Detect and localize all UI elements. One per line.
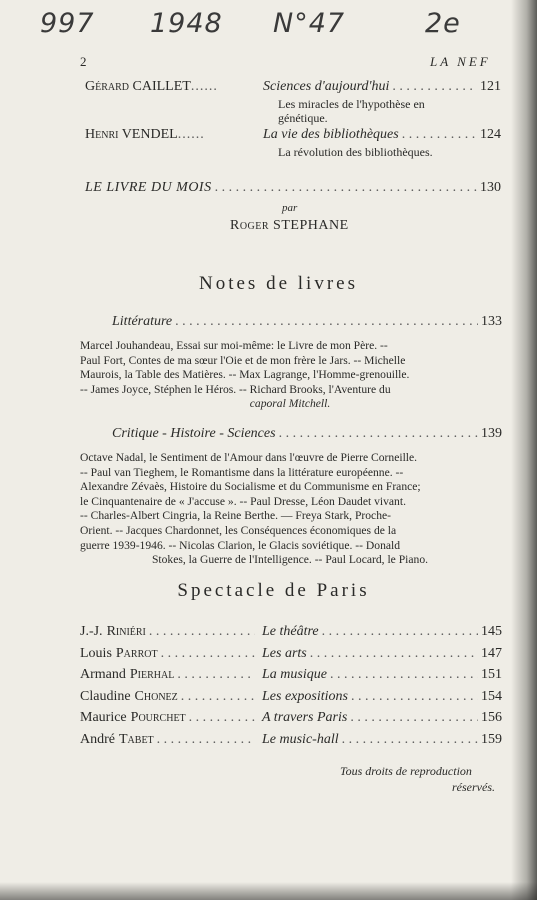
- author-name: J.-J. Riniéri . . .: [80, 624, 258, 640]
- author-name: Maurice Pourchet . . .: [80, 710, 258, 726]
- toc-entry: [80, 689, 502, 705]
- handwritten-note: 2e: [425, 8, 461, 39]
- toc-entry: [80, 667, 502, 683]
- leader-dots: [149, 624, 255, 640]
- toc-entry: [85, 79, 501, 95]
- journal-name: LA NEF: [430, 54, 491, 69]
- handwritten-note: 1948: [150, 8, 223, 39]
- entry-page: 156: [481, 710, 502, 725]
- leader-dots: [215, 180, 477, 196]
- author-name: Gérard CAILLET ......: [85, 79, 218, 94]
- leader-dots: [392, 79, 477, 95]
- page-edge-shadow: [0, 882, 537, 900]
- entry-title: La musique: [262, 667, 327, 682]
- par-label: par: [282, 202, 298, 214]
- entry-page: 145: [481, 624, 502, 639]
- book-list: Marcel Jouhandeau, Essai sur moi-même: le Livre de mon Père. -- Paul Fort, Contes de ma sœur l'Oie et de mon frère le Jars. -- Michelle Maurois, la Table des Matières. -- Max Lagrange, l'Homme-grenouille. -- James Joyce, Stéphen le Héros. -- Richard Brooks, l'Aventure du caporal Mitchell.: [80, 339, 410, 411]
- entry-title: Le music-hall: [262, 731, 339, 747]
- handwritten-note: 997: [40, 8, 95, 39]
- toc-entry: [80, 732, 502, 748]
- entry-subtitle: La révolution des bibliothèques.: [278, 145, 433, 159]
- entry-title: La vie des bibliothèques: [263, 127, 399, 142]
- entry-page: 133: [481, 314, 502, 329]
- leader-dots: [181, 689, 255, 705]
- leader-dots: [322, 624, 478, 640]
- entry-page: 159: [481, 731, 502, 747]
- entry-subtitle: Les miracles de l'hypothèse en génétique.: [278, 97, 425, 125]
- author-name: Louis Parrot . . .: [80, 646, 258, 662]
- entry-page: 147: [481, 645, 502, 661]
- entry-page: 124: [480, 127, 501, 142]
- leader-dots: [310, 646, 478, 662]
- entry-title: LE LIVRE DU MOIS: [85, 180, 212, 195]
- author-name: Henri VENDEL ......: [85, 127, 205, 142]
- author-name: Roger STEPHANE: [230, 218, 349, 233]
- section-label: Littérature: [112, 314, 173, 329]
- entry-page: 154: [481, 688, 502, 704]
- entry-page: 121: [480, 79, 501, 94]
- toc-entry: [80, 710, 502, 726]
- leader-dots: [402, 127, 477, 143]
- rights-notice: Tous droits de reproduction: [340, 764, 472, 778]
- toc-entry: [80, 646, 502, 662]
- entry-title: Les expositions: [262, 688, 348, 704]
- leader-dots: [161, 646, 255, 662]
- leader-dots: [177, 667, 255, 683]
- entry-title: Les arts: [262, 645, 307, 661]
- section-heading: Notes de livres: [199, 273, 358, 294]
- entry-page: 130: [480, 180, 501, 195]
- toc-entry: [80, 624, 502, 640]
- page-number: 2: [80, 54, 87, 69]
- author-name: Armand Pierhal . . .: [80, 667, 258, 683]
- handwritten-note: N°47: [273, 8, 346, 39]
- toc-entry: [85, 180, 501, 196]
- leader-dots: [175, 314, 478, 330]
- section-label: Critique - Histoire - Sciences: [112, 426, 276, 441]
- leader-dots: [279, 426, 478, 442]
- entry-page: 139: [481, 426, 502, 441]
- toc-entry: [112, 314, 502, 330]
- entry-title: Sciences d'aujourd'hui: [263, 79, 390, 94]
- section-heading: Spectacle de Paris: [177, 580, 370, 601]
- rights-notice: réservés.: [452, 780, 495, 794]
- toc-entry: [112, 426, 502, 442]
- leader-dots: [350, 710, 478, 726]
- entry-title: A travers Paris: [262, 710, 348, 725]
- leader-dots: [351, 689, 478, 705]
- entry-title: Le théâtre: [262, 624, 319, 639]
- entry-page: 151: [481, 667, 502, 682]
- author-name: Claudine Chonez . . .: [80, 689, 258, 705]
- leader-dots: [189, 710, 255, 726]
- page-edge-shadow: [511, 0, 537, 900]
- leader-dots: [157, 732, 255, 748]
- leader-dots: [342, 732, 478, 748]
- author-name: André Tabet . . .: [80, 732, 258, 748]
- book-list: Octave Nadal, le Sentiment de l'Amour dans l'œuvre de Pierre Corneille. -- Paul van Tieghem, le Romantisme dans la littérature européenne. -- Alexandre Zévaès, Histoire du Socialisme et du Communisme en France; le Cinquantenaire de « J'accuse ». -- Paul Dresse, Léon Daudet vivant. -- Charles-Albert Cingria, la Reine Berthe. — Freya Stark, Proche- Orient. -- Jacques Chardonnet, les Conséquences économiques de la guerre 1939-1946. -- Nicolas Clarion, le Glacis soviétique. -- Donald Stokes, la Guerre de l'Intelligence. -- Paul Locard, le Piano.: [80, 451, 429, 567]
- toc-entry: [85, 127, 501, 143]
- leader-dots: [330, 667, 478, 683]
